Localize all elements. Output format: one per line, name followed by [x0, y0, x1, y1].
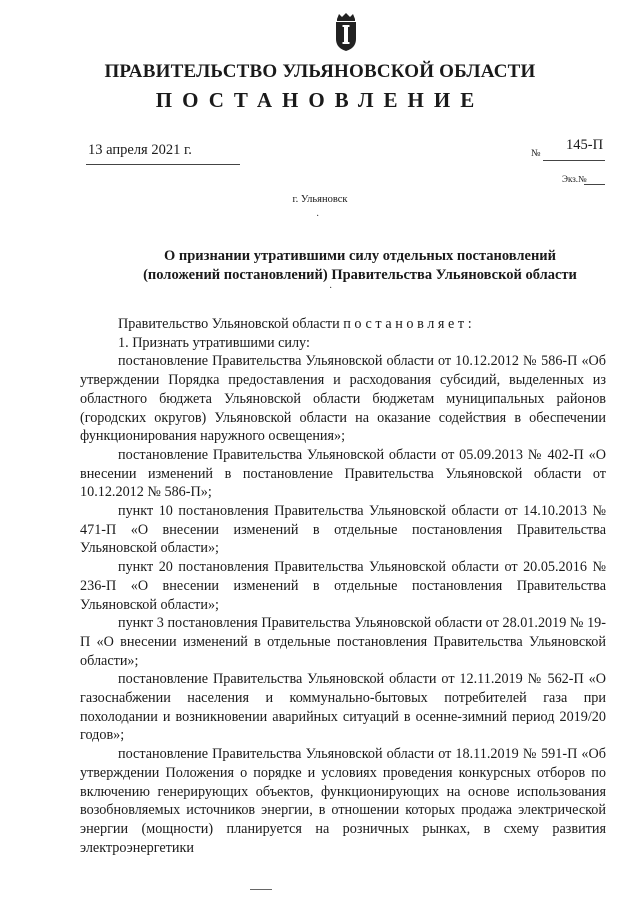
document-type-title: ПОСТАНОВЛЕНИЕ: [155, 88, 485, 112]
document-number: 145-П: [566, 137, 604, 153]
subject-line-2: (положений постановлений) Правительства Ульяновской области: [143, 267, 577, 283]
repealed-item: постановление Правительства Ульяновской области от 18.11.2019 № 591-П «Об утверждении Положения о порядке и условиях проведения конкурсных отборов по включению генерирующих объектов, функционирующих на основе использования возобновляемых источников энергии, в отношении которых продажа электрической энергии (мощности) планируется на розничных рынках, в схему развития электроэнергетики: [80, 746, 606, 856]
clause-1: 1. Признать утратившими силу:: [118, 334, 310, 351]
repealed-item: постановление Правительства Ульяновской области от 05.09.2013 № 402-П «О внесении изменений в постановление Правительства Ульяновской области от 10.12.2012 № 586-П»;: [80, 446, 606, 501]
number-prefix: №: [531, 148, 541, 159]
intro-verb: постановляет:: [343, 316, 476, 332]
document-body: [80, 315, 606, 857]
scan-speck: ·: [316, 211, 320, 222]
repealed-item: постановление Правительства Ульяновской области от 10.12.2012 № 586-П «Об утверждении Порядка предоставления и расходования субсидий, выделенных из областного бюджета Ульяновской области бюджетам муниципальных районов (городских округов) Ульяновской области на оказание содействия в обеспечении функционирования наружного освещения»;: [80, 353, 606, 445]
number-underline: [543, 160, 605, 161]
scan-speck: ·: [329, 283, 333, 294]
date-underline: [86, 164, 240, 165]
government-title: ПРАВИТЕЛЬСТВО УЛЬЯНОВСКОЙ ОБЛАСТИ: [104, 61, 536, 82]
repealed-item: постановление Правительства Ульяновской области от 12.11.2019 № 562-П «О газоснабжении населения и коммунально-бытовых потребителей газа при похолодании и возникновении аварийных ситуаций в осенне-зимний период 2019/20 годов»;: [80, 671, 606, 744]
page-bottom-mark: [250, 889, 272, 890]
intro-text: Правительство Ульяновской области: [118, 316, 344, 332]
repealed-item: пункт 20 постановления Правительства Ульяновской области от 20.05.2016 № 236-П «О внесении изменений в отдельные постановления Правительства Ульяновской области»;: [80, 559, 606, 613]
copy-number-label: Экз.№: [562, 174, 587, 184]
document-date: 13 апреля 2021 г.: [88, 142, 192, 158]
coat-of-arms-icon: [331, 12, 361, 52]
document-subject: [80, 247, 640, 285]
city-label: г. Ульяновск: [292, 194, 348, 205]
copy-number-underline: [584, 184, 605, 185]
repealed-item: пункт 10 постановления Правительства Ульяновской области от 14.10.2013 № 471-П «О внесении изменений в отдельные постановления Правительства Ульяновской области»;: [80, 503, 606, 557]
subject-line-1: О признании утратившими силу отдельных постановлений: [163, 248, 557, 264]
intro-paragraph: [80, 315, 606, 334]
repealed-item: пункт 3 постановления Правительства Ульяновской области от 28.01.2019 № 19-П «О внесении изменений в отдельные постановления Правительства Ульяновской области»;: [80, 615, 606, 669]
